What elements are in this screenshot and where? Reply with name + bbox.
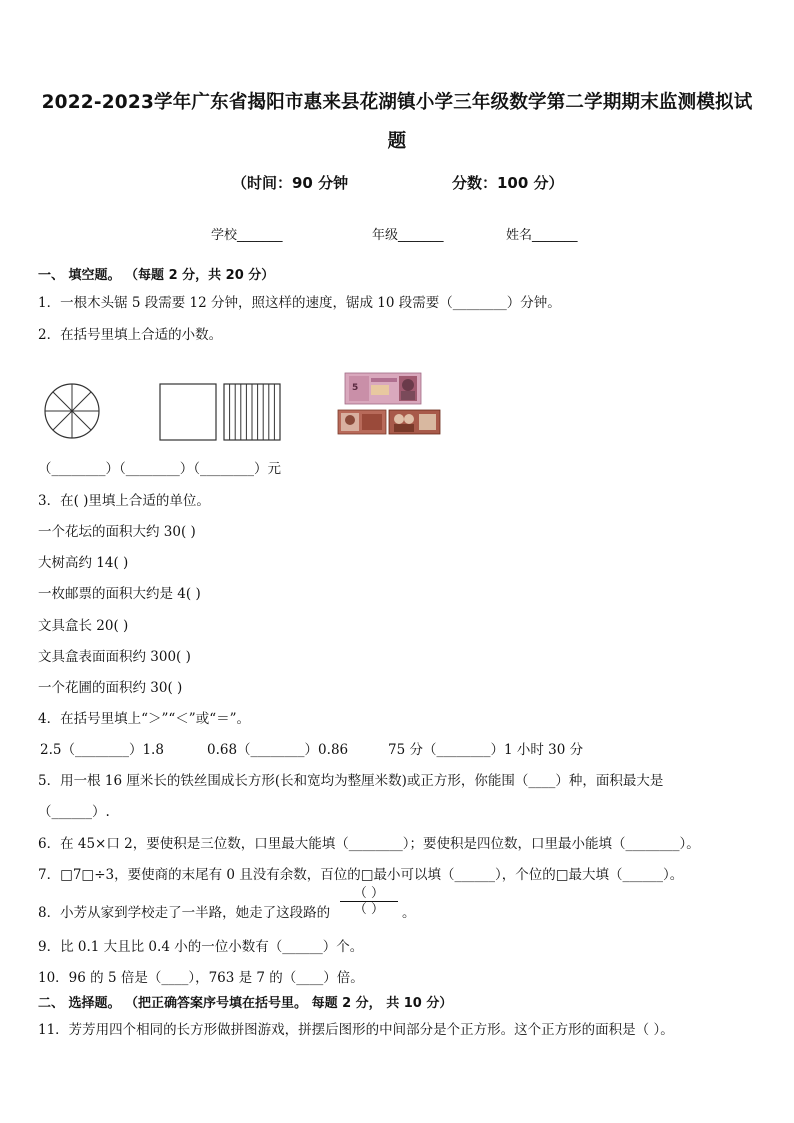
fraction-denominator: （ ） <box>353 902 385 917</box>
q3-item[interactable]: 大树高约 14( ) <box>38 555 129 571</box>
pie-circle <box>45 384 99 438</box>
page-title: 2022-2023学年广东省揭阳市惠来县花湖镇小学三年级数学第二学期期末监测模拟试 <box>41 92 753 113</box>
q3-item[interactable]: 一个花圃的面积约 30( ) <box>38 680 183 696</box>
q3-item[interactable]: 一个花坛的面积大约 30( ) <box>38 524 196 540</box>
score-info: 分数：100 分） <box>452 174 564 192</box>
question-7: 7．□7□÷3，要使商的末尾有 0 且没有余数，百位的□最小可以填（______），个位的□最大填（______）。 <box>38 867 684 883</box>
money-picture <box>337 372 441 436</box>
question-6: 6．在 45×口 2，要使积是三位数，口里最大能填（________）；要使积是四位数，口里最小能填（________）。 <box>38 836 700 852</box>
time-info: （时间：90 分钟 <box>232 174 349 192</box>
five-jiao-note <box>338 410 386 434</box>
school-field[interactable]: 学校_______ <box>211 228 283 243</box>
question-9: 9．比 0.1 大且比 0.4 小的一位小数有（______）个。 <box>38 939 364 955</box>
grade-field[interactable]: 年级_______ <box>372 228 444 243</box>
q8-fraction-blank[interactable] <box>340 886 398 917</box>
question-3: 3．在( )里填上合适的单位。 <box>38 493 210 509</box>
question-10: 10．96 的 5 倍是（____），763 是 7 的（____）倍。 <box>38 970 364 986</box>
note-denomination: 5 <box>352 383 359 393</box>
fraction-numerator: （ ） <box>353 886 385 901</box>
one-jiao-note <box>389 410 440 434</box>
five-yuan-banknote <box>345 373 421 404</box>
question-5: 5．用一根 16 厘米长的铁丝围成长方形(长和宽均为整厘米数)或正方形，你能围（____）种，面积最大是 <box>38 773 664 789</box>
question-11: 11．芳芳用四个相同的长方形做拼图游戏，拼摆后图形的中间部分是个正方形。这个正方形的面积是（ ）。 <box>38 1022 674 1038</box>
question-1: 1．一根木头锯 5 段需要 12 分钟，照这样的速度，锯成 10 段需要（________）分钟。 <box>38 295 561 311</box>
question-2-answer-blanks[interactable]: （________）（________）（________）元 <box>38 461 281 477</box>
question-2: 2．在括号里填上合适的小数。 <box>38 327 223 343</box>
question-5-cont[interactable]: （______）. <box>38 804 110 820</box>
striped-square <box>224 384 280 440</box>
q8-end: 。 <box>402 905 416 921</box>
section-heading-fill: 一、 填空题。 （每题 2 分，共 20 分） <box>38 268 275 283</box>
q4-comparison[interactable]: 0.68（________）0.86 <box>207 742 349 758</box>
q3-item[interactable]: 文具盒长 20( ) <box>38 618 129 634</box>
circle-fraction-figure <box>40 383 104 439</box>
q4-comparison[interactable]: 2.5（________）1.8 <box>40 742 164 758</box>
square-fraction-figure <box>159 383 283 441</box>
name-field[interactable]: 姓名_______ <box>506 228 578 243</box>
q3-item[interactable]: 文具盒表面面积约 300( ) <box>38 649 191 665</box>
question-8: 8．小芳从家到学校走了一半路，她走了这段路的 <box>38 905 331 921</box>
q3-item[interactable]: 一枚邮票的面积大约是 4( ) <box>38 586 201 602</box>
page-title-cont: 题 <box>387 131 407 152</box>
section-heading-choice: 二、 选择题。 （把正确答案序号填在括号里。 每题 2 分， 共 10 分） <box>38 996 453 1011</box>
whole-square <box>160 384 216 440</box>
question-4: 4．在括号里填上“＞”“＜”或“＝”。 <box>38 711 250 727</box>
q4-comparison[interactable]: 75 分（________）1 小时 30 分 <box>388 742 584 758</box>
